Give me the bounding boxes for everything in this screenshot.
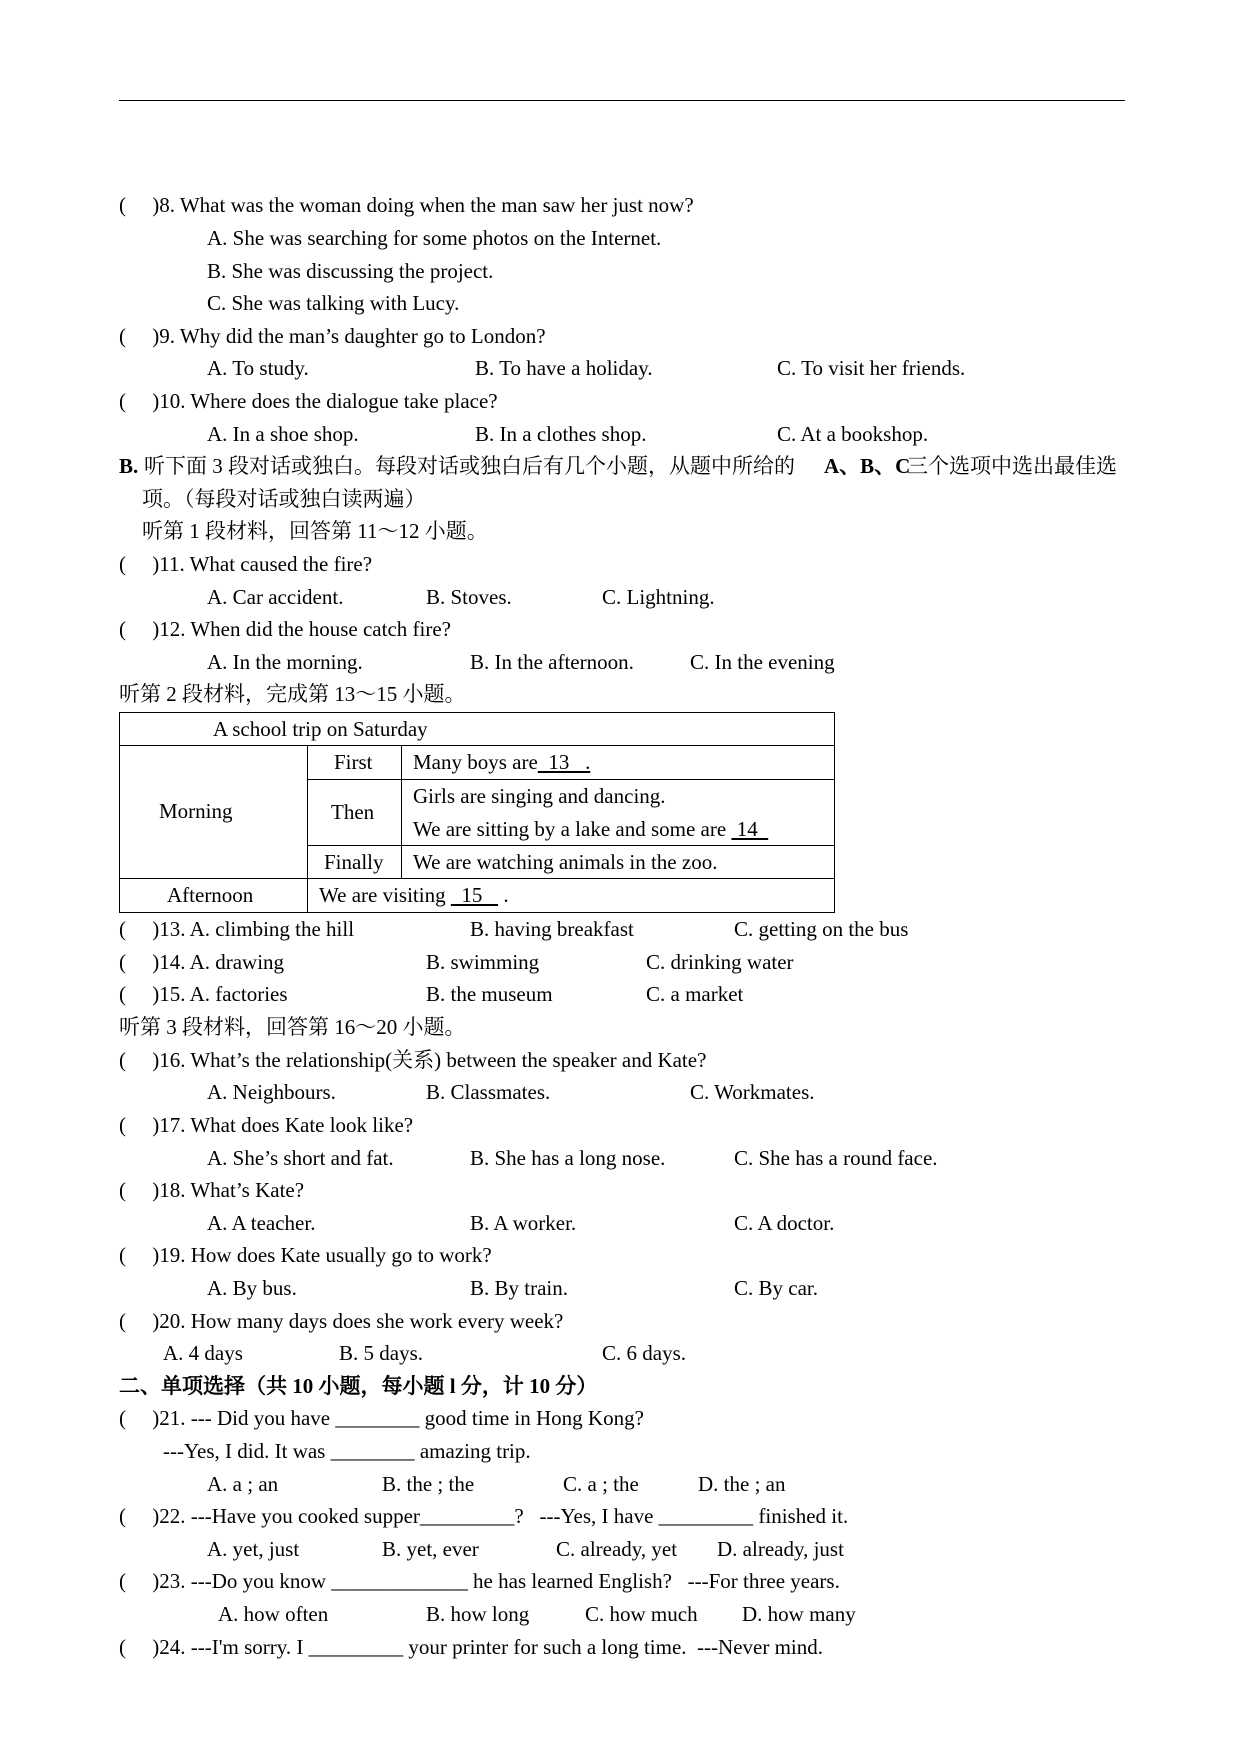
- text-line: A. Neighbours.: [207, 1080, 336, 1104]
- blank-15: 15: [450, 883, 499, 907]
- text-line: C. To visit her friends.: [777, 356, 966, 380]
- text-line: C. At a bookshop.: [777, 422, 929, 446]
- text-line: A. She’s short and fat.: [207, 1146, 394, 1170]
- text-line: A. 4 days: [163, 1341, 243, 1365]
- afternoon-label: Afternoon: [167, 883, 254, 907]
- text-line: B. having breakfast: [470, 917, 634, 941]
- text-line: B. She has a long nose.: [470, 1146, 666, 1170]
- text-line: C. getting on the bus: [734, 917, 909, 941]
- text-line: A. a ; an: [207, 1472, 279, 1496]
- row-then-text-2: We are sitting by a lake and some are 14: [413, 817, 769, 841]
- text-line: D. already, just: [717, 1537, 844, 1561]
- text-line: B.: [119, 454, 139, 478]
- text-line: B. swimming: [426, 950, 540, 974]
- then-label: Then: [331, 800, 375, 824]
- text-line: B. Stoves.: [426, 585, 512, 609]
- text-line: A. By bus.: [207, 1276, 297, 1300]
- text-line: B. 5 days.: [339, 1341, 423, 1365]
- blank-13: 13 .: [537, 750, 591, 774]
- text-line: C. A doctor.: [734, 1211, 835, 1235]
- text-line: A. In a shoe shop.: [207, 422, 359, 446]
- text-line: ( )9. Why did the man’s daughter go to London?: [119, 324, 546, 348]
- text-line: A. yet, just: [207, 1537, 300, 1561]
- text-line: ( )17. What does Kate look like?: [119, 1113, 414, 1137]
- text-line: C. a market: [646, 982, 744, 1006]
- text-line: A. In the morning.: [207, 650, 363, 674]
- text-line: C. how much: [585, 1602, 698, 1626]
- text-line: 听第 3 段材料，回答第 16～20 小题。: [119, 1015, 466, 1039]
- text-line: C. 6 days.: [602, 1341, 686, 1365]
- text-line: A. To study.: [207, 356, 309, 380]
- finally-label: Finally: [324, 850, 384, 874]
- text-line: 听第 2 段材料，完成第 13～15 小题。: [119, 682, 466, 706]
- text-line: C. drinking water: [646, 950, 794, 974]
- text-line: B. In a clothes shop.: [475, 422, 647, 446]
- text-line: ( )19. How does Kate usually go to work?: [119, 1243, 492, 1267]
- text-line: C. By car.: [734, 1276, 818, 1300]
- first-label: First: [334, 750, 373, 774]
- text-line: B. Classmates.: [426, 1080, 551, 1104]
- text-line: ( )22. ---Have you cooked supper_________? ---Yes, I have _________ finished it.: [119, 1504, 849, 1528]
- text-line: A. She was searching for some photos on the Internet.: [207, 226, 662, 250]
- text-line: ( )20. How many days does she work every week?: [119, 1309, 564, 1333]
- text-line: C. a ; the: [563, 1472, 639, 1496]
- text-line: 听第 1 段材料，回答第 11～12 小题。: [142, 519, 488, 543]
- school-trip-table: [119, 712, 835, 912]
- text-line: ( )11. What caused the fire?: [119, 552, 373, 576]
- text-line: C. She has a round face.: [734, 1146, 938, 1170]
- text-line: ( )16. What’s the relationship(关系) between the speaker and Kate?: [119, 1048, 707, 1072]
- text-line: ( )23. ---Do you know _____________ he has learned English? ---For three years.: [119, 1569, 840, 1593]
- text-line: B. To have a holiday.: [475, 356, 653, 380]
- text-line: B. A worker.: [470, 1211, 577, 1235]
- text-line: 二、单项选择（共 10 小题，每小题 l 分，计 10 分）: [119, 1374, 598, 1398]
- text-line: D. how many: [742, 1602, 856, 1626]
- text-line: B. how long: [426, 1602, 530, 1626]
- text-line: ( )24. ---I'm sorry. I _________ your printer for such a long time. ---Never mind.: [119, 1635, 823, 1659]
- row-afternoon-text: We are visiting 15 .: [319, 883, 509, 907]
- text-line: ( )15. A. factories: [119, 982, 288, 1006]
- text-line: C. Lightning.: [602, 585, 715, 609]
- text-line: ---Yes, I did. It was ________ amazing trip.: [163, 1439, 531, 1463]
- table-title: A school trip on Saturday: [213, 717, 428, 741]
- text-line: ( )10. Where does the dialogue take place?: [119, 389, 498, 413]
- text-line: 听下面 3 段对话或独白。每段对话或独白后有几个小题，从题中所给的: [144, 454, 795, 478]
- blank-14: 14: [731, 817, 769, 841]
- text-line: B. the ; the: [382, 1472, 475, 1496]
- row-then-text-1: Girls are singing and dancing.: [413, 784, 666, 808]
- text-line: C. She was talking with Lucy.: [207, 291, 460, 315]
- text-line: A. how often: [218, 1602, 329, 1626]
- text-line: C. In the evening: [690, 650, 835, 674]
- text-line: ( )8. What was the woman doing when the man saw her just now?: [119, 193, 694, 217]
- text-line: A、B、C: [824, 454, 911, 478]
- text-line: B. By train.: [470, 1276, 568, 1300]
- text-line: B. In the afternoon.: [470, 650, 634, 674]
- text-line: ( )12. When did the house catch fire?: [119, 617, 451, 641]
- header-rule: [119, 100, 1125, 101]
- text-line: A. A teacher.: [207, 1211, 316, 1235]
- text-line: C. already, yet: [556, 1537, 678, 1561]
- text-line: B. She was discussing the project.: [207, 259, 494, 283]
- row-first-text: Many boys are 13 .: [413, 750, 591, 774]
- text-line: A. Car accident.: [207, 585, 344, 609]
- morning-label: Morning: [159, 799, 233, 823]
- text-line: B. yet, ever: [382, 1537, 479, 1561]
- text-line: ( )13. A. climbing the hill: [119, 917, 355, 941]
- text-line: 项。（每段对话或独白读两遍）: [142, 487, 426, 511]
- row-finally-text: We are watching animals in the zoo.: [413, 850, 718, 874]
- text-line: C. Workmates.: [690, 1080, 815, 1104]
- text-line: ( )18. What’s Kate?: [119, 1178, 305, 1202]
- text-line: B. the museum: [426, 982, 553, 1006]
- text-line: ( )21. --- Did you have ________ good time in Hong Kong?: [119, 1406, 644, 1430]
- text-line: 三个选项中选出最佳选: [907, 454, 1117, 478]
- text-line: ( )14. A. drawing: [119, 950, 285, 974]
- text-line: D. the ; an: [698, 1472, 786, 1496]
